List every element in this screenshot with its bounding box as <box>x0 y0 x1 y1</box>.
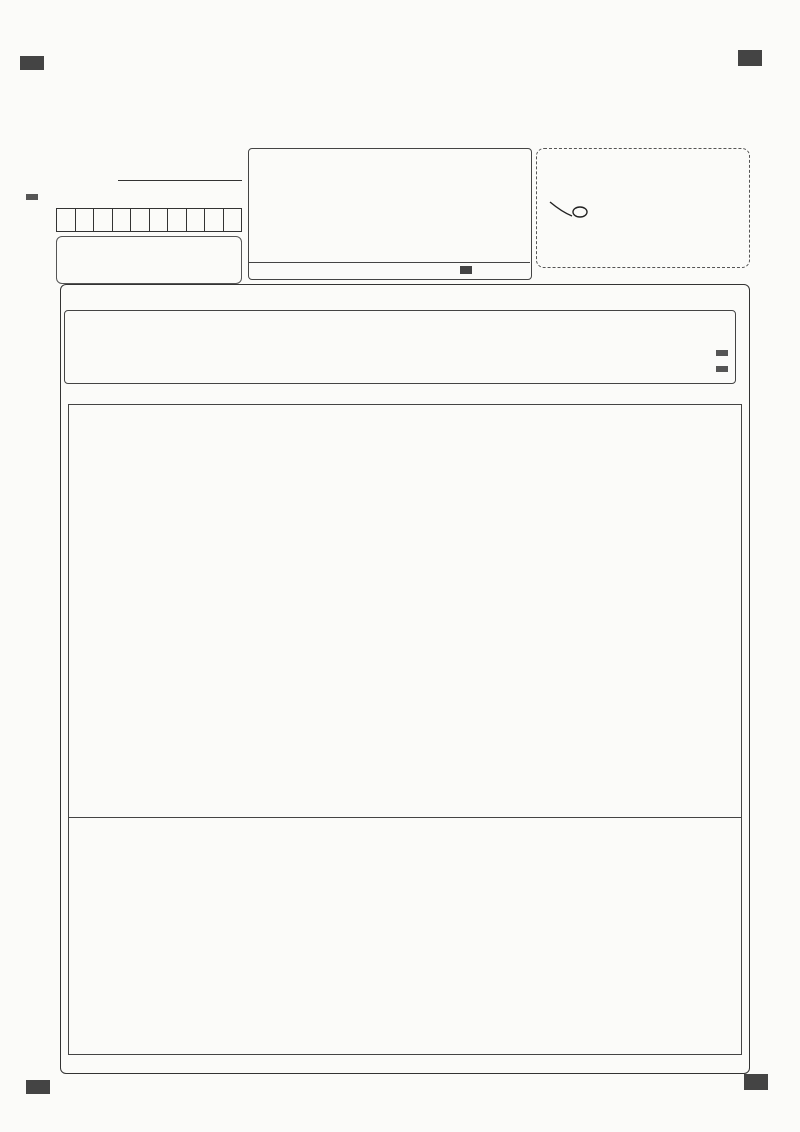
q17-answer-box <box>68 816 742 1055</box>
correct-fill-sample-icon <box>460 266 472 274</box>
notes-divider <box>248 262 530 263</box>
corner-mark-bottom-right <box>744 1074 768 1090</box>
side-mark <box>26 194 38 200</box>
corner-mark-bottom-left <box>26 1080 50 1094</box>
q16-answer-box <box>68 404 742 818</box>
corner-mark-top-left <box>20 56 44 70</box>
exam-id-grid[interactable] <box>56 208 242 232</box>
missing-exam-sticker-box <box>56 236 242 284</box>
section1-box <box>64 310 736 384</box>
hook-icon <box>548 198 592 220</box>
name-field[interactable] <box>118 180 242 181</box>
corner-mark-top-right <box>738 50 762 66</box>
notes-box <box>248 148 532 280</box>
